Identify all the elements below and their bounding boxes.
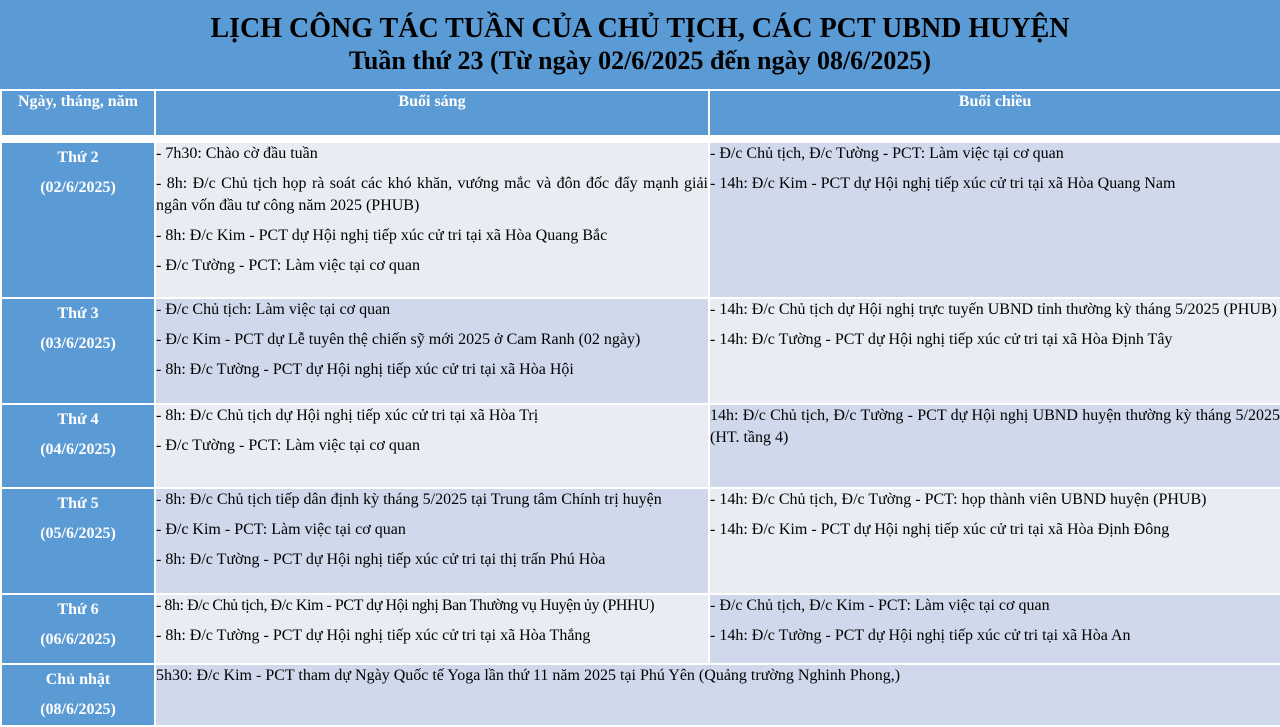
afternoon-cell <box>709 488 1280 594</box>
day-date: (03/6/2025) <box>40 335 116 352</box>
day-date: (06/6/2025) <box>40 631 116 648</box>
day-cell <box>1 664 155 726</box>
schedule-item: - 14h: Đ/c Kim - PCT dự Hội nghị tiếp xúc cử tri tại xã Hòa Quang Nam <box>710 175 1176 192</box>
table-row <box>1 298 1280 404</box>
day-cell <box>1 404 155 488</box>
schedule-item: - 14h: Đ/c Tường - PCT dự Hội nghị tiếp xúc cử tri tại xã Hòa Định Tây <box>710 331 1173 348</box>
schedule-item: - Đ/c Chủ tịch, Đ/c Tường - PCT: Làm việc tại cơ quan <box>710 145 1064 162</box>
table-row <box>1 664 1280 726</box>
afternoon-cell <box>709 142 1280 298</box>
schedule-item: - Đ/c Chủ tịch: Làm việc tại cơ quan <box>156 301 391 318</box>
morning-cell <box>155 142 709 298</box>
day-cell <box>1 594 155 664</box>
day-cell <box>1 142 155 298</box>
page-header <box>0 0 1280 89</box>
day-date: (08/6/2025) <box>40 701 116 718</box>
schedule-item: - 8h: Đ/c Chủ tịch tiếp dân định kỳ tháng 5/2025 tại Trung tâm Chính trị huyện <box>156 491 662 508</box>
schedule-item: - 14h: Đ/c Chủ tịch dự Hội nghị trực tuyến UBND tỉnh thường kỳ tháng 5/2025 (PHUB) <box>710 301 1277 318</box>
schedule-item: - 8h: Đ/c Tường - PCT dự Hội nghị tiếp xúc cử tri tại xã Hòa Thắng <box>156 627 591 644</box>
morning-cell <box>155 298 709 404</box>
afternoon-cell <box>709 404 1280 488</box>
schedule-item: - Đ/c Kim - PCT: Làm việc tại cơ quan <box>156 521 406 538</box>
day-name: Chủ nhật <box>45 671 111 688</box>
afternoon-cell <box>709 594 1280 664</box>
schedule-item: - 8h: Đ/c Tường - PCT dự Hội nghị tiếp xúc cử tri tại thị trấn Phú Hòa <box>156 551 606 568</box>
morning-cell <box>155 488 709 594</box>
day-name: Thứ 4 <box>57 411 99 428</box>
table-row <box>1 594 1280 664</box>
schedule-item: 5h30: Đ/c Kim - PCT tham dự Ngày Quốc tế Yoga lần thứ 11 năm 2025 tại Phú Yên (Quảng trường Nghinh Phong,) <box>156 667 901 684</box>
schedule-item: - Đ/c Kim - PCT dự Lễ tuyên thệ chiến sỹ mới 2025 ở Cam Ranh (02 ngày) <box>156 331 641 348</box>
schedule-item: - 14h: Đ/c Kim - PCT dự Hội nghị tiếp xúc cử tri tại xã Hòa Định Đông <box>710 521 1170 538</box>
morning-cell <box>155 404 709 488</box>
day-date: (04/6/2025) <box>40 441 116 458</box>
schedule-item: - 7h30: Chào cờ đầu tuần <box>156 145 318 162</box>
schedule-item: - 8h: Đ/c Chủ tịch dự Hội nghị tiếp xúc cử tri tại xã Hòa Trị <box>156 407 539 424</box>
column-header-morning: Buổi sáng <box>155 90 709 136</box>
schedule-item: - 8h: Đ/c Tường - PCT dự Hội nghị tiếp xúc cử tri tại xã Hòa Hội <box>156 361 574 378</box>
page-title: LỊCH CÔNG TÁC TUẦN CỦA CHỦ TỊCH, CÁC PCT UBND HUYỆN <box>210 13 1070 44</box>
day-name: Thứ 2 <box>57 149 99 166</box>
sunday-cell <box>155 664 1280 726</box>
column-header-afternoon: Buổi chiều <box>709 90 1280 136</box>
schedule-item: - Đ/c Tường - PCT: Làm việc tại cơ quan <box>156 437 420 454</box>
schedule-item: 14h: Đ/c Chủ tịch, Đ/c Tường - PCT dự Hội nghị UBND huyện thường kỳ tháng 5/2025 (HT. tầng 4) <box>710 407 1280 446</box>
day-date: (05/6/2025) <box>40 525 116 542</box>
day-cell <box>1 298 155 404</box>
table-row <box>1 142 1280 298</box>
schedule-item: - 8h: Đ/c Kim - PCT dự Hội nghị tiếp xúc cử tri tại xã Hòa Quang Bắc <box>156 227 608 244</box>
schedule-item: - 14h: Đ/c Chủ tịch, Đ/c Tường - PCT: họp thành viên UBND huyện (PHUB) <box>710 491 1207 508</box>
table-row <box>1 488 1280 594</box>
afternoon-cell <box>709 298 1280 404</box>
schedule-item: - Đ/c Tường - PCT: Làm việc tại cơ quan <box>156 257 420 274</box>
schedule-item: - 14h: Đ/c Tường - PCT dự Hội nghị tiếp xúc cử tri tại xã Hòa An <box>710 627 1131 644</box>
day-name: Thứ 6 <box>57 601 99 618</box>
day-name: Thứ 5 <box>57 495 99 512</box>
day-date: (02/6/2025) <box>40 179 116 196</box>
page-subtitle: Tuần thứ 23 (Từ ngày 02/6/2025 đến ngày 08/6/2025) <box>348 46 932 75</box>
schedule-item: - 8h: Đ/c Chủ tịch, Đ/c Kim - PCT dự Hội nghị Ban Thường vụ Huyện ủy (PHHU) <box>156 597 655 614</box>
schedule-item: - Đ/c Chủ tịch, Đ/c Kim - PCT: Làm việc tại cơ quan <box>710 597 1050 614</box>
day-cell <box>1 488 155 594</box>
column-header-date: Ngày, tháng, năm <box>1 90 155 136</box>
day-name: Thứ 3 <box>57 305 99 322</box>
schedule-table <box>0 89 1280 727</box>
morning-cell <box>155 594 709 664</box>
table-header-row <box>1 90 1280 136</box>
schedule-item: - 8h: Đ/c Chủ tịch họp rà soát các khó khăn, vướng mắc và đôn đốc đẩy mạnh giải ngân vốn đầu tư công năm 2025 (PHUB) <box>156 175 708 214</box>
table-row <box>1 404 1280 488</box>
